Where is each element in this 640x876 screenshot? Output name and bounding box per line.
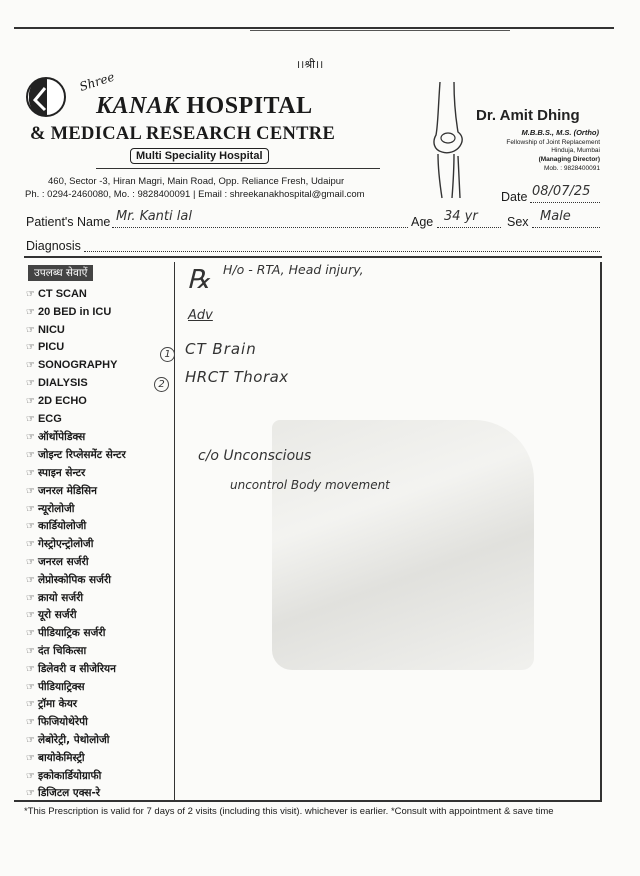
patient-name-label: Patient's Name [26,215,111,229]
pointing-hand-icon: ☞ [26,592,35,604]
service-label: DIALYSIS [37,377,88,389]
pointing-hand-icon: ☞ [26,788,35,800]
service-label: क्रायो सर्जरी [37,591,84,604]
service-label: पीडियाट्रिक्स [37,680,85,693]
service-item [26,306,111,318]
body-right-border [600,262,602,800]
pointing-hand-icon: ☞ [26,342,35,354]
service-label: यूरो सर्जरी [37,609,77,622]
age-label: Age [411,215,434,229]
service-label: ट्रॉमा केयर [37,698,78,711]
complaint-note-2: uncontrol Body movement [230,478,390,492]
rx-symbol: ℞ [187,265,211,295]
service-label: इकोकार्डियोग्राफी [37,769,102,782]
pointing-hand-icon: ☞ [26,574,35,586]
pointing-hand-icon: ☞ [26,557,35,568]
pointing-hand-icon: ☞ [26,360,35,372]
pointing-hand-icon: ☞ [26,432,35,444]
service-label: NICU [37,323,65,336]
pointing-hand-icon: ☞ [26,770,35,782]
service-item [26,395,87,407]
service-label: पीडियाट्रिक सर्जरी [37,627,106,640]
service-item [26,448,126,462]
item2-number: 2 [154,374,169,392]
service-item [26,573,111,587]
history-note: H/o - RTA, Head injury, [223,262,364,277]
service-label: SONOGRAPHY [37,359,118,372]
age-value: 34 yr [444,209,478,224]
pointing-hand-icon: ☞ [26,485,35,497]
service-item [26,697,77,711]
date-label: Date [501,190,528,204]
pointing-hand-icon: ☞ [26,413,35,425]
shri-header: ।।श्री।। [296,58,324,71]
tagline-badge: Multi Speciality Hospital [130,148,269,164]
service-item [26,519,86,533]
sex-label: Sex [507,215,529,229]
service-item [26,341,64,353]
service-label: फिजियोथेरेपी [37,716,88,729]
service-label: ऑर्थोपेडिक्स [37,431,86,444]
service-item [26,359,117,371]
service-item [26,466,85,480]
service-label: 20 BED in ICU [37,305,112,318]
service-label: 2D ECHO [37,394,87,407]
service-label: जोइन्ट रिप्लेसमेंट सेन्टर [37,449,126,462]
diagnosis-field[interactable] [84,239,600,252]
service-item [26,662,116,676]
service-item [26,786,100,800]
pointing-hand-icon: ☞ [26,395,35,407]
prescription-item-1: CT Brain [185,340,257,358]
service-label: जनरल सर्जरी [37,556,89,568]
service-label: डिलेवरी व सीजेरियन [37,662,116,675]
pointing-hand-icon: ☞ [26,717,35,729]
service-item [26,430,85,444]
top-rule-2 [250,30,510,31]
service-label: ECG [37,412,62,425]
doctor-role: (Managing Director) [538,156,600,163]
sex-value: Male [540,209,571,224]
doctor-institute: Hinduja, Mumbai [551,147,600,154]
service-item [26,555,89,569]
service-item [26,626,105,640]
service-item [26,324,65,336]
service-label: गेस्ट्रोएन्ट्रोलोजी [37,538,94,551]
top-rule [14,27,614,29]
date-value: 08/07/25 [532,184,591,199]
service-item [26,484,97,498]
hospital-name [96,93,313,120]
body-top-border [24,256,602,258]
service-label: न्यूरोलोजी [37,502,75,515]
service-label: PICU [37,341,65,354]
patient-name-value: Mr. Kanti lal [116,209,192,224]
item1-number: 1 [160,344,175,362]
service-label: CT SCAN [37,288,87,300]
doctor-degree: M.B.B.S., M.S. (Ortho) [521,128,599,137]
doctor-name: Dr. Amit Dhing [476,107,580,124]
service-item [26,680,85,694]
validity-footer: *This Prescription is valid for 7 days of 2 visits (including this visit). whichever is earlier. *Consult with appointment & save time [24,806,554,817]
pointing-hand-icon: ☞ [26,324,35,336]
pointing-hand-icon: ☞ [26,681,35,693]
body-bottom-border [14,800,602,802]
service-item [26,769,101,783]
service-item [26,644,86,658]
service-label: डिजिटल एक्स-रे [37,787,101,800]
service-item [26,608,77,622]
hospital-name-rest: HOSPITAL [179,93,313,119]
service-item [26,413,62,425]
service-item [26,591,83,605]
service-label: कार्डियोलोजी [37,520,87,533]
pointing-hand-icon: ☞ [26,468,35,479]
services-heading: उपलब्ध सेवाऐं [28,265,93,281]
header-divider [96,168,380,169]
pointing-hand-icon: ☞ [26,539,35,551]
pointing-hand-icon: ☞ [26,735,35,746]
service-item [26,715,88,729]
service-label: बायोकेमिस्ट्री [37,751,85,764]
service-item [26,751,85,765]
doctor-fellowship: Fellowship of Joint Replacement [506,139,600,146]
pointing-hand-icon: ☞ [26,610,35,622]
pointing-hand-icon: ☞ [26,289,35,300]
pointing-hand-icon: ☞ [26,699,35,711]
pointing-hand-icon: ☞ [26,378,35,389]
doctor-mobile: Mob. : 9828400091 [543,165,600,172]
pointing-hand-icon: ☞ [26,306,35,318]
hospital-address: 460, Sector -3, Hiran Magri, Main Road, Opp. Reliance Fresh, Udaipur [48,176,345,187]
advice-label: Adv [188,308,213,323]
pointing-hand-icon: ☞ [26,450,35,462]
service-item [26,288,87,300]
service-item [26,537,93,551]
pointing-hand-icon: ☞ [26,503,35,515]
service-label: स्पाइन सेन्टर [37,467,86,479]
service-label: दंत चिकित्सा [37,645,87,657]
service-label: लेबोरेट्री, पेथोलोजी [37,734,110,746]
hospital-logo-icon [25,74,67,120]
diagnosis-label: Diagnosis [26,239,81,253]
service-item [26,502,75,516]
pointing-hand-icon: ☞ [26,628,35,640]
hospital-contact: Ph. : 0294-2460080, Mo. : 9828400091 | Email : shreekanakhospital@gmail.com [25,189,365,200]
shree-label: Shree [77,69,117,94]
service-item [26,733,110,747]
pointing-hand-icon: ☞ [26,646,35,657]
pointing-hand-icon: ☞ [26,521,35,533]
hospital-subtitle: & MEDICAL RESEARCH CENTRE [30,124,336,144]
complaint-note-1: c/o Unconscious [198,448,312,464]
pointing-hand-icon: ☞ [26,663,35,675]
service-label: लेप्रोस्कोपिक सर्जरी [37,573,111,586]
pointing-hand-icon: ☞ [26,752,35,764]
prescription-item-2: HRCT Thorax [185,368,289,386]
service-item [26,377,88,389]
hospital-name-italic: KANAK [96,93,180,119]
service-label: जनरल मेडिसिन [37,484,97,497]
